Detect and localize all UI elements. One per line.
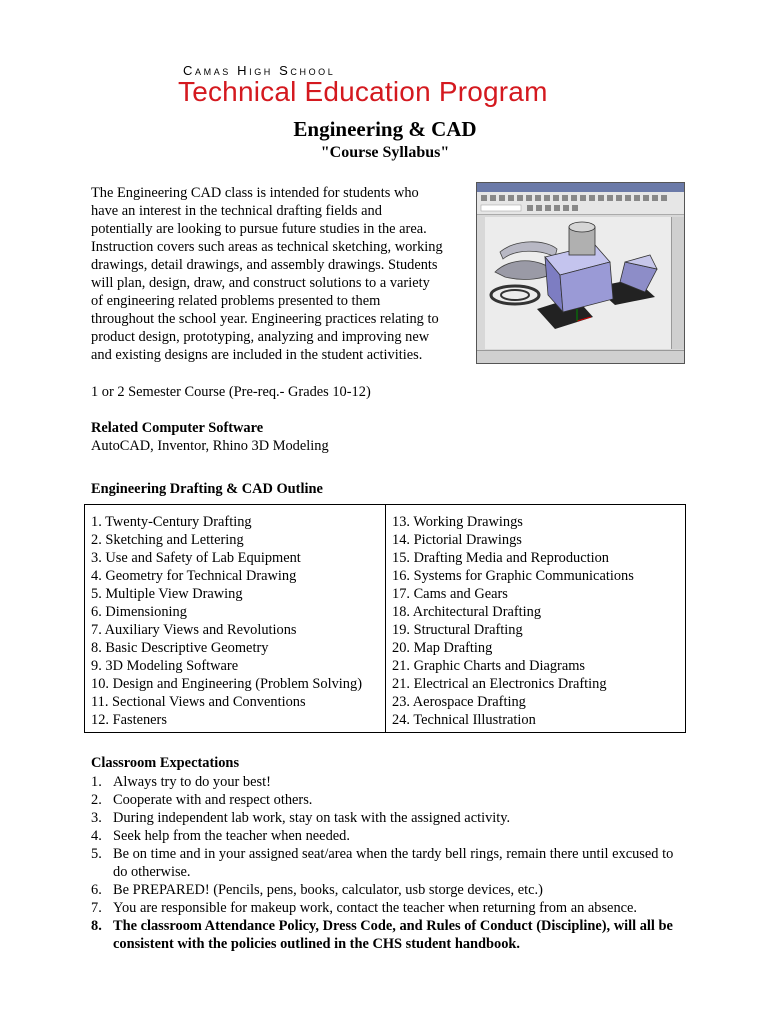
expectation-text: You are responsible for makeup work, contact the teacher when returning from an absence. (113, 900, 638, 916)
expectation-text: Cooperate with and respect others. (113, 792, 313, 808)
outline-item: 9. 3D Modeling Software (91, 658, 239, 674)
expectation-item (91, 845, 681, 881)
intro-line: of engineering related problems presented to them (91, 293, 381, 309)
expectations-heading: Classroom Expectations (91, 755, 240, 771)
outline-item: 3. Use and Safety of Lab Equipment (91, 550, 301, 566)
outline-item: 20. Map Drafting (392, 640, 493, 656)
cad-viewport (485, 217, 671, 349)
outline-item: 23. Aerospace Drafting (392, 694, 526, 710)
cad-window-titlebar (477, 183, 684, 192)
expectation-number: 8. (91, 918, 102, 934)
expectation-number: 2. (91, 792, 102, 808)
outline-column-divider (385, 504, 386, 733)
expectation-number: 4. (91, 828, 102, 844)
outline-heading: Engineering Drafting & CAD Outline (91, 481, 323, 497)
outline-item: 18. Architectural Drafting (392, 604, 542, 620)
outline-item: 16. Systems for Graphic Communications (392, 568, 634, 584)
outline-item: 5. Multiple View Drawing (91, 586, 243, 602)
intro-line: will plan, design, draw, and construct solutions to a variety (91, 275, 430, 291)
page-subtitle: "Course Syllabus" (320, 144, 450, 161)
outline-item: 10. Design and Engineering (Problem Solving) (91, 676, 362, 692)
intro-line: drawings, detail drawings, and assembly drawings. Students (91, 257, 438, 273)
outline-item: 7. Auxiliary Views and Revolutions (91, 622, 297, 638)
cad-status-bar (477, 350, 684, 363)
intro-line: and existing designs are included in the student activities. (91, 347, 423, 363)
outline-item: 14. Pictorial Drawings (392, 532, 522, 548)
cad-side-panel (671, 217, 684, 349)
outline-item: 4. Geometry for Technical Drawing (91, 568, 297, 584)
outline-item: 19. Structural Drafting (392, 622, 523, 638)
expectation-item (91, 899, 681, 917)
expectation-text: Always try to do your best! (113, 774, 271, 790)
expectation-item (91, 917, 681, 953)
outline-item: 8. Basic Descriptive Geometry (91, 640, 269, 656)
intro-line: The Engineering CAD class is intended for students who (91, 185, 419, 201)
outline-item: 15. Drafting Media and Reproduction (392, 550, 610, 566)
outline-item: 24. Technical Illustration (392, 712, 536, 728)
expectation-item (91, 791, 681, 809)
software-list: AutoCAD, Inventor, Rhino 3D Modeling (91, 438, 329, 454)
school-name: Camas High School (183, 63, 336, 78)
expectation-number: 1. (91, 774, 102, 790)
program-title: Technical Education Program (178, 76, 548, 107)
intro-paragraph (91, 184, 471, 364)
intro-line: Instruction covers such areas as technical sketching, working (91, 239, 443, 255)
course-length: 1 or 2 Semester Course (Pre-req.- Grades 10-12) (91, 384, 371, 400)
cad-screenshot-image (476, 182, 685, 364)
cad-toolbar (477, 192, 684, 215)
software-heading: Related Computer Software (91, 420, 264, 436)
expectation-number: 5. (91, 846, 102, 862)
outline-item: 21. Graphic Charts and Diagrams (392, 658, 586, 674)
intro-line: have an interest in the technical drafting fields and (91, 203, 382, 219)
expectation-text: The classroom Attendance Policy, Dress Code, and Rules of Conduct (Discipline), will all be consistent with the policies outlined in the CHS student handbook. (113, 918, 673, 952)
expectation-text: Be on time and in your assigned seat/area when the tardy bell rings, remain there until excused to do otherwise. (113, 846, 674, 880)
intro-line: product design, prototyping, analyzing and improving new (91, 329, 430, 345)
expectation-number: 3. (91, 810, 102, 826)
outline-item: 1. Twenty-Century Drafting (91, 514, 252, 530)
expectation-item (91, 809, 681, 827)
expectations-list (91, 773, 681, 953)
outline-item: 21. Electrical an Electronics Drafting (392, 676, 607, 692)
expectation-number: 6. (91, 882, 102, 898)
outline-right-column (392, 513, 634, 729)
expectation-item (91, 773, 681, 791)
expectation-text: Seek help from the teacher when needed. (113, 828, 350, 844)
cad-3d-model (485, 217, 671, 349)
intro-line: potentially are looking to pursue future studies in the area. (91, 221, 427, 237)
outline-item: 12. Fasteners (91, 712, 167, 728)
expectation-item (91, 881, 681, 899)
outline-item: 17. Cams and Gears (392, 586, 508, 602)
expectation-text: During independent lab work, stay on task with the assigned activity. (113, 810, 511, 826)
outline-left-column (91, 513, 362, 729)
page-title: Engineering & CAD (293, 117, 477, 141)
expectation-number: 7. (91, 900, 102, 916)
toolbar-icons (477, 192, 684, 214)
outline-item: 6. Dimensioning (91, 604, 187, 620)
outline-item: 2. Sketching and Lettering (91, 532, 244, 548)
outline-item: 11. Sectional Views and Conventions (91, 694, 306, 710)
expectation-text: Be PREPARED! (Pencils, pens, books, calculator, usb storge devices, etc.) (113, 882, 543, 898)
intro-line: throughout the school year. Engineering practices relating to (91, 311, 439, 327)
expectation-item (91, 827, 681, 845)
outline-item: 13. Working Drawings (392, 514, 523, 530)
